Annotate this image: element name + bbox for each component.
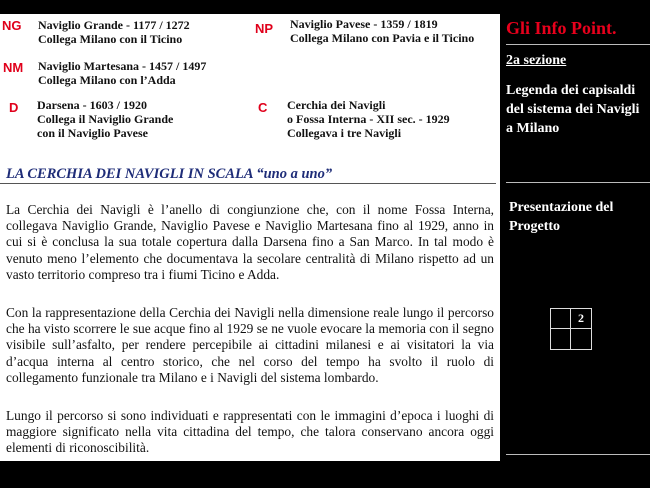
legend-desc-2: con il Naviglio Pavese xyxy=(37,126,148,140)
legend-title: Naviglio Grande - 1177 / 1272 xyxy=(38,18,190,32)
section-label: 2a sezione xyxy=(506,53,567,68)
sidebar-title: Gli Info Point. xyxy=(506,18,617,38)
legend-desc: Collega Milano con Pavia e il Ticino xyxy=(290,31,475,45)
sidebar xyxy=(500,0,650,488)
pager-divider xyxy=(570,309,571,349)
paragraph-1: La Cerchia dei Navigli è l’anello di congiunzione che, con il nome Fossa Interna, collegava Naviglio Grande, Naviglio Pavese e Naviglio Martesana fino al 1929, anno in cui si è conclusa la sua totale copertura dalla Darsena fino a San Marco. In tal modo è venuto meno l’elemento che documentava la secolare centralità di Milano rispetto ad un vasto territorio compreso tra i fiumi Ticino e Adda. xyxy=(6,202,494,282)
legend-item-d xyxy=(37,98,173,140)
legend-title: Naviglio Pavese - 1359 / 1819 xyxy=(290,17,438,31)
legend xyxy=(0,14,500,164)
legend-code-ng: NG xyxy=(2,18,22,33)
pager-divider xyxy=(551,328,591,329)
sidebar-divider xyxy=(506,454,650,455)
legend-title: Naviglio Martesana - 1457 / 1497 xyxy=(38,59,207,73)
legend-code-nm: NM xyxy=(3,60,24,75)
legend-code-np: NP xyxy=(255,21,274,36)
legend-desc-2: Collegava i tre Navigli xyxy=(287,126,402,140)
legend-title: Cerchia dei Navigli xyxy=(287,98,386,112)
heading-divider xyxy=(0,183,496,184)
legend-code-c: C xyxy=(258,100,268,115)
legend-desc: o Fossa Interna - XII sec. - 1929 xyxy=(287,112,450,126)
legend-desc: Collega il Naviglio Grande xyxy=(37,112,174,126)
legend-description: Legenda dei capisaldi del sistema dei Navigli a Milano xyxy=(506,83,640,136)
section-heading: LA CERCHIA DEI NAVIGLI IN SCALA “uno a uno” xyxy=(6,166,333,182)
presentation-link[interactable]: Presentazione del Progetto xyxy=(509,200,614,234)
legend-desc: Collega Milano con il Ticino xyxy=(38,32,183,46)
page-indicator[interactable] xyxy=(550,308,592,350)
sidebar-divider xyxy=(506,182,650,183)
legend-item-c xyxy=(287,98,450,140)
legend-item-ng xyxy=(38,18,190,46)
legend-item-np xyxy=(290,17,474,45)
sidebar-divider xyxy=(506,44,650,45)
legend-item-nm xyxy=(38,59,206,87)
legend-code-d: D xyxy=(9,100,19,115)
page-number: 2 xyxy=(578,311,584,325)
document-panel xyxy=(0,14,500,461)
legend-title: Darsena - 1603 / 1920 xyxy=(37,98,147,112)
legend-desc: Collega Milano con l’Adda xyxy=(38,73,176,87)
paragraph-2: Con la rappresentazione della Cerchia dei Navigli nella dimensione reale lungo il percorso che ha visto scorrere le sue acque fino al 1929 se ne vuole evocare la memoria con il segno visibile sull’asfalto, per rendere percepibile ai cittadini milanesi e ai visitatori la via d’acqua interna al centro storico, che nel corso del tempo ha svolto il ruolo di collegamento funzionale tra Milano e i Navigli del sistema lombardo. xyxy=(6,305,494,385)
paragraph-3: Lungo il percorso si sono individuati e rappresentati con le immagini d’epoca i luoghi di maggiore significato nella vita cittadina del tempo, che talora conservano ancora oggi elementi di riconoscibilità. xyxy=(6,408,494,456)
